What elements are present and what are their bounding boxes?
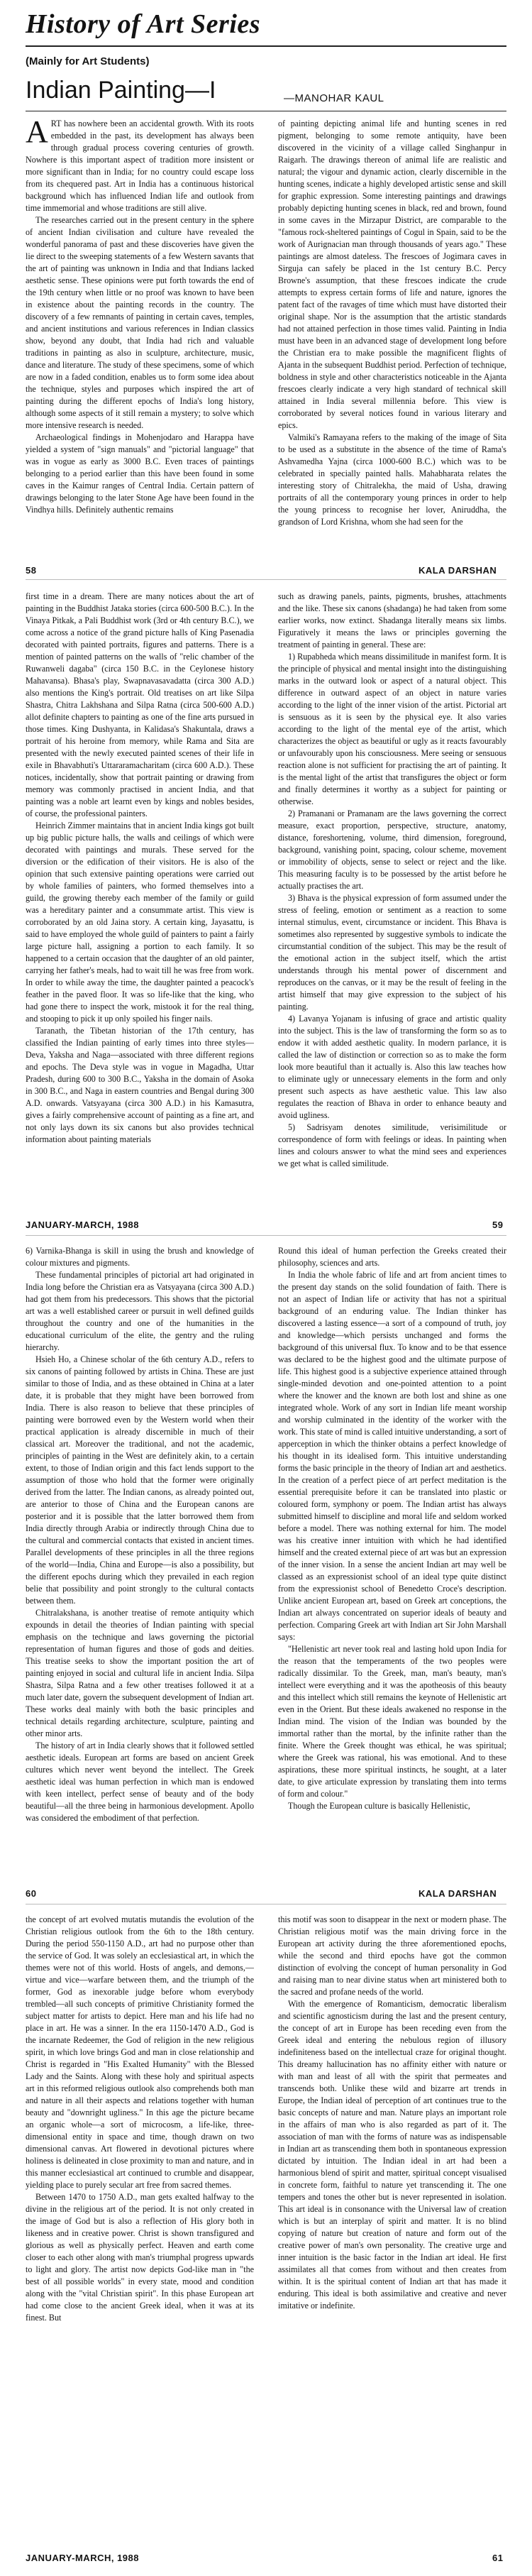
paragraph: These fundamental principles of pictorial art had originated in India long before the Christian era as Vatsyayana (circa 300 A.D.) had got them from his predecessors. This shows that the pictorial art was a well established career or pursuit in well defined guilds throughout the country and one of the humanities in the educational curriculum of the elite, the gentry and the ruling hierarchy. (26, 1270, 254, 1352)
paragraph: In India the whole fabric of life and art from ancient times to the present day stands on the solid foundation of faith. There is not an aspect of Indian life or activity that has not a spiritual background of an enduring value. The Indian thinker has discovered a lasting essence—a sort of a compound of truth, joy and knowledge—which persists unchanged and forms the background of this universal flux. To know and to be that essence was declared to be the highest good and the ultimate purpose of life. This highest good is a subjective experience attained through single-minded devotion and one-pointed attention to a point where the knower and the known are both lost and shine as one integrated whole. Work of any sort in Indian life meant worship and worship culminated in the identity of the worker with the work. This state of mind is called intuitive understanding, a sort of apperception in which the thinker obtains a perfect knowledge of his thought in its idealised form. This intuitive understanding forms the basic principle in the theory of Indian art and aesthetics. In the creation of a perfect piece of art perfect meditation is the essential prerequisite before it can be translated into plastic or coloured form, symphony or poem. The Indian artist has always submitted himself to discipline and moral life and seldom worked before a model. There was nothing external for him. The model was his creative inner intuition with which he had identified himself and the created external piece of art was but an expression of the inner vision. In a sense the ancient Indian art may well be classed as an expressionist school of an ideal type quite distinct from the expressionist school of Benedetto Croce's description. Unlike ancient European art, based on Greek art conceptions, the Indian art always concentrated on superior ideals of beauty and perfection. Comparing Greek art with Indian art Sir John Marshall says: (278, 1270, 506, 1642)
paragraph: The history of art in India clearly shows that it followed settled aesthetic ideals. European art forms are based on ancient Greek cultures which never went beyond the intellect. The Greek aesthetic ideal was human perfection in which man is endowed with keen intellect, perfect sense of beauty and of the body beautiful—all the three being in harmonious development. Apollo was considered the embodiment of that perfection. (26, 1741, 254, 1823)
page-3-right-column (278, 1245, 506, 1884)
article-title: Indian Painting—I (26, 77, 216, 104)
paragraph: 1) Rupabheda which means dissimilitude in manifest form. It is the principle of physical and mental insight into the distinguishing marks in the outward look or aspect of a natural object. This difference in outward aspect of an object in nature varies according to the light of the inner vision of the artist. Pictorial art is sensuous as it is seen by the physical eye. It also varies according to the light of the mental eye of the artist, which characterizes the object as beautiful or ugly as it reacts favourably or unfavourably upon his consciousness. Mere seeing or sensuous reaction alone is not sufficient for practising the art of painting. It is the mental light of the artist that transfigures the object or form and finally determines it worthy as a subject for painting or otherwise. (278, 652, 506, 806)
page-number: 61 (492, 2553, 504, 2563)
paragraph: such as drawing panels, paints, pigments, brushes, attachments and the like. These six canons (shadanga) he had taken from some earlier works, now extinct. Shadanga literally means six limbs. Figuratively it means the laws or principles governing the treatment of painting in general. These are: (278, 591, 506, 650)
paragraph: "Hellenistic art never took real and lasting hold upon India for the reason that the temperaments of the two peoples were radically dissimilar. To the Greek, man, man's beauty, man's intellect were everything and it was the apotheosis of this beauty and this intellect which still remains the keynote of Hellenistic art even in the Orient. But these ideals awakened no response in the Indian mind. The vision of the Indian was bounded by the immortal rather than the mortal, by the infinite rather than the finite. Where the Greek thought was ethical, he was spiritual; where the Greek was rational, his was emotional. And to these aspirations, these more spiritual instincts, he sought, at a later date, to give articulate expression by translating them into terms of form and colour." (278, 1644, 506, 1799)
paragraph: Archaeological findings in Mohenjodaro and Harappa have yielded a system of "sign manuals" and "pictorial language" that was in vogue as early as 3000 B.C. Even traces of paintings belonging to a period earlier than this have been found in some caves in the Kaimur ranges of Central India. Certain pattern of drawings belonging to the later Stone Age have been found in the Vindhya hills. Definitely authentic remains (26, 432, 254, 515)
series-title: History of Art Series (26, 9, 261, 39)
page-4-right-column (278, 1914, 506, 2545)
page-number: 60 (26, 1888, 37, 1899)
paragraph: Between 1470 to 1750 A.D., man gets exalted halfway to the divine in the religious art of the period. It is not only created in the image of God but is also a reflection of His glory both in likeness and in creative power. Christ is shown transfigured and glorious as well as physically perfect. Heaven and earth come closer to each other along with man's triumphal progress upwards to light and glory. The artist now depicts God-like man in "the best of all possible worlds" in every state, mood and condition along with the "vital Christian spirit". In this phase European art had come close to the ancient Greek ideal, when it was at its finest. But (26, 2192, 254, 2323)
page-divider (26, 579, 506, 580)
paragraph: the concept of art evolved mutatis mutandis the evolution of the Christian religious outlook from the 6th to the 18th century. During the period 550-1150 A.D., art had no purpose other than the service of God. It was solely an ecclesiastical art, in which the themes were not of this world. Hosts of angels, and demons,—virtue and vice—warfare between them, and the triumph of the former, God as inexorable judge before whom everybody trembled—all such concepts of primitive Christianity formed the subject matter for artists to depict. Here man and his life had no place in art. He was a sinner. In the era 1150-1470 A.D., God is the incarnate Redeemer, the God of religion in the new religious spirit, in which love brings God and man in close relationship and Christ is regarded in "His Exalted Humanity" with the Blessed Lady and the Saints. Along with these holy and spiritual aspects art in this reformed religious outlook also comprehends both man and nature in all their aspects and relations together with human beauty and "downright ugliness." In this age the picture became an organic whole—a sort of microcosm, a life-like, three-dimensional entity in space and time, though drawn on two dimensional canvas. Art flowered in devotional pictures where holiness is delineated in close proximity to man and nature, and in this manner ecclesiastical art continued to crumble and disappear, yielding place to purely secular art free from sacred themes. (26, 1914, 254, 2190)
page-2-right-column (278, 591, 506, 1215)
paragraph: Though the European culture is basically Hellenistic, (288, 1801, 470, 1811)
paragraph: Taranath, the Tibetan historian of the 17th century, has classified the Indian painting of early times into three styles—Deva, Yaksha and Naga—associated with three different regions and epochs. The Deva style was in vogue in Magadha, Uttar Pradesh, during 600 to 300 B.C., Yaksha in the domain of Asoka in 300 B.C., and Naga in eastern countries and Bengal during 300 A.D. onwards. Vatsyayana (circa 300 A.D.) in his Kamasutra, gives a fairly comprehensive account of painting as a fine art, and not only lays down its six canons but also provides technical information about painting materials (26, 1026, 254, 1144)
author-byline: —MANOHAR KAUL (284, 92, 384, 104)
page-number: 58 (26, 565, 37, 576)
paragraph: 2) Pramanani or Pramanam are the laws governing the correct measure, exact proportion, perspective, structure, anatomy, distance, foreshortening, volume, third dimension, foreground, background, vanishing point, spacing, colour scheme, movement or immobility of objects, sense to select or reject and the like. This measuring faculty is to be possessed by the artist before he actually practises the art. (278, 809, 506, 891)
paragraph: Round this ideal of human perfection the Greeks created their philosophy, sciences and arts. (278, 1246, 506, 1268)
paragraph: Heinrich Zimmer maintains that in ancient India kings got built up big public picture halls, the walls and ceilings of which were decorated with paintings and murals. These served for the diversion or the edification of their visitors. He is also of the opinion that such extensive painting operations were carried out by whole families of painters, who formed themselves into a guild, the growing thereby each member of the family or guild was a hereditary painter and a consummate artist. This view is corroborated by an old Jaina story. A certain king, Jayasattu, is said to have employed the whole guild of painters to paint a fairly large picture hall, assigning a portion to each family. It so happened to a certain occasion that the daughter of an old painter, carrying her father's meals, had to wait till he was free from work. In order to while away the time, the daughter painted a peacock's feather in the paved floor. It was so life-like that the king, who had gone there to inspect the work, mistook it for the real thing, and stooping to pick it up only spoiled his finger nails. (26, 821, 254, 1024)
paragraph: 5) Sadrisyam denotes similitude, verisimilitude or correspondence of form with feelings or ideas. In painting when lines and colours answer to what the mind sees and experiences we get what is called similitude. (278, 1122, 506, 1168)
drop-cap: A (26, 118, 48, 149)
series-subtitle: (Mainly for Art Students) (26, 55, 150, 67)
page-1-left-column (26, 118, 254, 558)
running-footer: JANUARY-MARCH, 1988 (26, 1220, 139, 1230)
paragraph: Hsieh Ho, a Chinese scholar of the 6th century A.D., refers to six canons of painting followed by artists in China. These are just similar to those of India, and as these obtained in China at a later date, it is probable that they might have been borrowed from India. There is also reason to believe that these principles of painting were borrowed even by the Western world when their practical application is already discernible in much of their classical art. Moreover the traditional, and not the academic, principles of painting in the West are definitely akin, to a certain extent, to those of Indian origin and this fact lends support to the assumption of those who hold that the former were originally derived from the latter. The Indian canons, as already pointed out, are anterior to those of China and the European canons are posterior and it is possible that the latter borrowed them from India directly through Arabia or indirectly through China due to the cultural and commercial contacts that existed in ancient times. Parallel developments of these principles in all the three regions of the world—India, China and Europe—is also a possibility, but the different epochs during which they prevailed in each region belie that possibility and point strongly to the cultural contacts between them. (26, 1354, 254, 1606)
running-footer: KALA DARSHAN (419, 1888, 497, 1899)
paragraph: With the emergence of Romanticism, democratic liberalism and scientific agnosticism during the last and the present century, the concept of art in Europe has been receding even from the Greek ideal and entering the nebulous region of illusory indefiniteness based on the intellectual craze for original thought. This dreamy hallucination has no affinity either with nature or with man and least of all with the spirit that permeates and transcends both. Unlike these wild and bizarre art trends in Europe, the Indian ideal of perception of art continues true to the basic concepts of nature and man. Nature plays an important role in the affairs of man who is also regarded as part of it. The association of man with the forms of nature was as indispensable in Indian art as transcending them both in spontaneous expression dictated by intuition. The Indian ideal in art had been a harmonious blend of spirit and matter, spiritual concept visualised in concrete form, faithful to nature yet transcending it. The one tempers and tones the other but is never represented in isolation. This art ideal is in consonance with the Universal law of creation which is but an interplay of spirit and matter. It is no blind copying of nature but creation of nature and form out of the creative power of man's own personality. The creative urge and inner intuition is the basic factor in the Indian art ideal. He first assimilates all that comes from without and then creates from within. It is the spiritual content of Indian art that has made it enduring. This ideal is both assimilative and creative and never imitative or indefinite. (278, 1999, 506, 2311)
paragraph: ART has nowhere been an accidental growth. With its roots embedded in the past, its development has always been through gradual process covering centuries of growth. Nowhere is this important aspect of tradition more insistent or more significant than in India; for no country could escape loss from its chequered past. Art in India has a continuous historical background which has influenced Indian life and outlook from time immemorial and whose traditions are still alive. (26, 118, 254, 213)
paragraph: Valmiki's Ramayana refers to the making of the image of Sita to be used as a substitute in the absence of the time of Rama's Ashvamedha Yajna (circa 1000-600 B.C.) which was to be celebrated in specially painted halls. Mahabharata relates the interesting story of Chitralekha, the maid of Usha, drawing portraits of all the contemporary young princes in order to help the young princess to recognise her lover, Aniruddha, the grandson of Lord Krishna, whom she had seen for the (278, 432, 506, 527)
running-footer: JANUARY-MARCH, 1988 (26, 2553, 139, 2563)
page-4-left-column (26, 1914, 254, 2545)
page-1-right-column (278, 118, 506, 558)
paragraph: of painting depicting animal life and hunting scenes in red pigment, belonging to some remote antiquity, have been discovered in the vicinity of a village called Singhanpur in Raigarh. The drawings thereon of animal life are realistic and natural; the vigour and dynamic action, clearly discernible in the hunting scenes, indicate a highly developed artistic sense and skill for graphic expression. Some interesting paintings and drawings probably depicting hunting scenes in black, red and brown, found in some caves in the Mirzapur District, are comparable to the "famous rock-sheltered paintings of Cogul in Spain, said to be the work of Aurignacian man through thousands of years ago." These paintings are almost dateless. The frescoes of Jogimara caves in Sirguja can safely be placed in the 1st century B.C. Percy Browne's assumption, that these frescoes indicate the crude attempts to express certain forms of life and nature, ignores the patent fact of the ravages of time which must have distorted their original shape. Nor is the assumption that the artistic standards had not attained perfection in those times valid. Painting in India must have been in an advanced stage of development long before the Christian era to make possible the magnificent flights of Ajanta in the subsequent Buddhist period. Perfection of technique, boldness in style and other characteristics noticeable in the Ajanta frescoes clearly indicate a very high standard of technical skill attained in India several millennia before. This view is corroborated by several notices found in various literary and epics. (278, 119, 506, 430)
paragraph: 3) Bhava is the physical expression of form assumed under the stress of feeling, emotion or sentiment as a reaction to some internal stimulus, event, circumstance or incident. This Bhava is sometimes also represented by suggestive symbols to indicate the circumstantial condition of the subject. This may be the result of the emotional action in the subject itself, which the artist understands through his mental power of discernment and reproduces on the canvas, or it may be the result of feeling in the artist himself that may give expression to the subject of his painting. (278, 893, 506, 1012)
page-divider (26, 1235, 506, 1236)
paragraph: first time in a dream. There are many notices about the art of painting in the Buddhist Jataka stories (circa 600-500 B.C.). In the Vinaya Pitkak, a Pali Buddhist work (3rd or 4th century B.C.), we come across a notice of the grand picture halls of King Pasenadia decorated with painted portraits, figures and patterns. There is a mention of painted patterns on the walls of "relic chamber of the Ruwanweli dagaba" (circa 150 B.C. in the Ceylonese history Mahavansa). Bhasa's play, Swapnavasavadatta (circa 300 A.D.) also mentions the King's portrait. Old treatises on art like Silpa Shastra, Chitra Lakhshana and Silpa Ratna (circa 500-600 A.D.) allot definite chapters to painting as one of the fine arts pursued in those times. King Dushyanta, in Kalidasa's Shakuntala, draws a portrait of his heroine from memory, while Rama and Sita are presented with the newly executed painted scenes of their life in exile in Bhavabhuti's Uttararamacharitam (circa 600 A.D.). These notices, incidentally, show that portrait painting or drawing from memory was commonly practised in ancient India, and that painting was a noble art learnt even by kings and nobles besides, of course, the professional painters. (26, 591, 254, 818)
running-footer: KALA DARSHAN (419, 565, 497, 576)
page-2-left-column (26, 591, 254, 1215)
header-rule (26, 45, 506, 47)
paragraph: Chitralakshana, is another treatise of remote antiquity which expounds in detail the theories of Indian painting with special emphasis on the technique and laws governing the pictorial representation of human figures and those of gods and deities. This treatise seeks to show the important position the art of painting enjoyed in social and cultural life in ancient India. Silpa Shastra, Silpa Ratna and a few other treatises followed it at a much later date, govern the subsequent development of Indian art. These works deal mainly with both the basic principles and technical details regarding architecture, sculpture, painting and other minor arts. (26, 1608, 254, 1738)
paragraph: The researches carried out in the present century in the sphere of ancient Indian civilisation and culture have revealed the wonderful panorama of past and these discoveries have given the lie direct to the sweeping statements of a few Western savants that the art of painting was unknown in India and that Indians lacked aesthetic sense. These opinions were put forth towards the end of the 19th century when little or no proof was known to have been in existence about the painting records in the country. The discovery of a few remnants of painting in certain caves, temples, and ancient institutions and various references in Indian classics show, beyond any doubt, that India had rich and valuable traditions in painting as also in sculpture, architecture, music, dance and literature. The study of these specimens, some of which are now in a faded condition, enables us to form some idea about the technique, styles and purposes which inspired the art of painting during the different epochs of India's long history, although some aspects of it still remain a mystery; to solve which more intensive research is needed. (26, 215, 254, 430)
paragraph: 4) Lavanya Yojanam is infusing of grace and artistic quality into the subject. This is the law of transforming the form so as to endow it with added aesthetic quality. In modern parlance, it is called the law of distinction or correction so as to make the form look more beautiful than it actually is. Also this law teaches how to eliminate ugly or unnecessary elements in the form and only present such aspects as have aesthetic value. This law also regulates the reaction of Bhava in order to enhance beauty and avoid ugliness. (278, 1014, 506, 1120)
page-3-left-column (26, 1245, 254, 1884)
page-number: 59 (492, 1220, 504, 1230)
paragraph: 6) Varnika-Bhanga is skill in using the brush and knowledge of colour mixtures and pigments. (26, 1246, 254, 1268)
paragraph: this motif was soon to disappear in the next or modern phase. The Christian religious motif was the main driving force in the European art activity during the three aforementioned epochs, while the second and third epochs have got the common distinction of evolving the concept of human personality in God and raising man to near divine status when art ministered both to the sacred and profane needs of the world. (278, 1914, 506, 1997)
